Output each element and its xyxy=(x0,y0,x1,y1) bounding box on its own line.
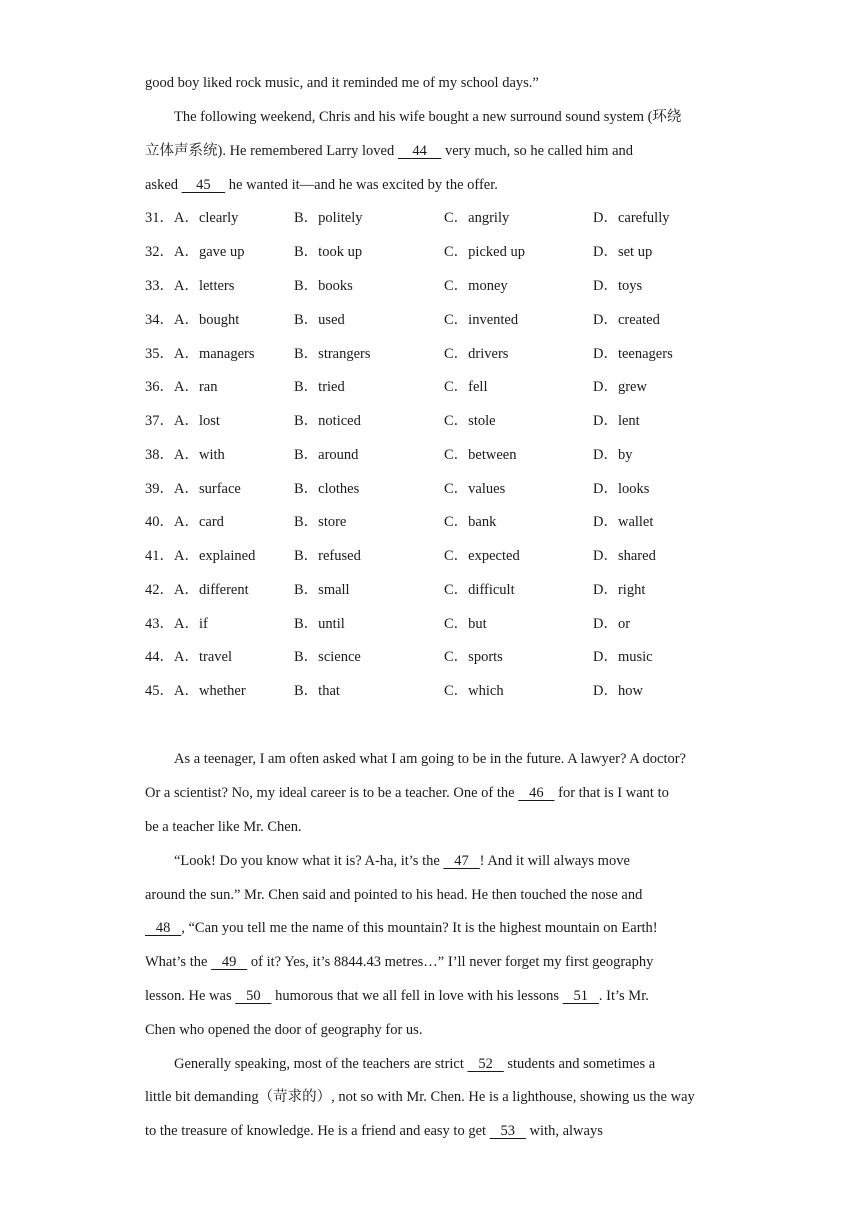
question-number: 40． xyxy=(145,514,174,530)
option-b: B．politely xyxy=(294,210,363,226)
option-d: D．wallet xyxy=(593,514,654,530)
text: he wanted it—and he was excited by the offer. xyxy=(225,177,498,193)
question-row xyxy=(145,445,745,465)
question-row xyxy=(145,512,745,532)
text: of it? Yes, it’s 8844.43 metres…” I’ll never forget my first geography xyxy=(247,954,654,970)
question-row xyxy=(145,411,745,431)
option-b: B．that xyxy=(294,683,340,699)
option-c: C．fell xyxy=(444,379,488,395)
question-row xyxy=(145,208,745,228)
text: humorous that we all fell in love with his lessons xyxy=(271,988,563,1004)
option-b: B．small xyxy=(294,582,350,598)
option-d: D．carefully xyxy=(593,210,670,226)
option-a: A．card xyxy=(174,514,224,530)
text: Or a scientist? No, my ideal career is to be a teacher. One of the xyxy=(145,785,519,801)
option-c: C．between xyxy=(444,447,517,463)
option-a: A．surface xyxy=(174,481,241,497)
passage-line xyxy=(145,175,498,195)
blank-50: 50 xyxy=(235,988,272,1004)
text: Generally speaking, most of the teachers are strict xyxy=(174,1056,468,1072)
blank-45: 45 xyxy=(181,177,226,193)
option-a: A．explained xyxy=(174,548,256,564)
option-c: C．angrily xyxy=(444,210,510,226)
question-row xyxy=(145,681,745,701)
option-d: D．shared xyxy=(593,548,656,564)
option-c: C．drivers xyxy=(444,346,509,362)
passage-line: little bit demanding（苛求的）, not so with Mr. Chen. He is a lighthouse, showing us the way xyxy=(145,1089,695,1105)
option-d: D．set up xyxy=(593,244,653,260)
question-number: 34． xyxy=(145,312,174,328)
question-row xyxy=(145,580,745,600)
option-d: D．music xyxy=(593,649,653,665)
question-row xyxy=(145,546,745,566)
question-number: 44． xyxy=(145,649,174,665)
passage-line xyxy=(174,851,630,871)
question-row xyxy=(145,479,745,499)
text: for that is I want to xyxy=(554,785,669,801)
text: asked xyxy=(145,177,182,193)
option-d: D．by xyxy=(593,447,633,463)
blank-51: 51 xyxy=(562,988,599,1004)
option-c: C．bank xyxy=(444,514,497,530)
question-row xyxy=(145,310,745,330)
option-d: D．right xyxy=(593,582,646,598)
blank-46: 46 xyxy=(518,785,555,801)
question-number: 35． xyxy=(145,346,174,362)
option-d: D．created xyxy=(593,312,660,328)
question-number: 31． xyxy=(145,210,174,226)
question-row xyxy=(145,242,745,262)
option-b: B．tried xyxy=(294,379,345,395)
passage-line: be a teacher like Mr. Chen. xyxy=(145,819,302,835)
option-c: C．but xyxy=(444,616,487,632)
passage-line xyxy=(145,986,649,1006)
option-b: B．strangers xyxy=(294,346,371,362)
option-a: A．gave up xyxy=(174,244,245,260)
option-c: C．difficult xyxy=(444,582,515,598)
option-a: A．lost xyxy=(174,413,220,429)
option-b: B．science xyxy=(294,649,361,665)
text: to the treasure of knowledge. He is a friend and easy to get xyxy=(145,1123,490,1139)
text: students and sometimes a xyxy=(503,1056,656,1072)
option-a: A．letters xyxy=(174,278,235,294)
option-d: D．looks xyxy=(593,481,650,497)
option-a: A．ran xyxy=(174,379,218,395)
option-d: D．lent xyxy=(593,413,640,429)
text: 立体声系统). He remembered Larry loved xyxy=(145,143,398,159)
option-d: D．or xyxy=(593,616,631,632)
option-b: B．refused xyxy=(294,548,361,564)
blank-47: 47 xyxy=(443,853,480,869)
option-c: C．money xyxy=(444,278,508,294)
option-d: D．toys xyxy=(593,278,643,294)
passage-line: As a teenager, I am often asked what I am going to be in the future. A lawyer? A doctor? xyxy=(174,751,686,767)
blank-44: 44 xyxy=(397,143,442,159)
option-b: B．around xyxy=(294,447,359,463)
option-c: C．values xyxy=(444,481,506,497)
passage-line: Chen who opened the door of geography for us. xyxy=(145,1022,423,1038)
option-a: A．clearly xyxy=(174,210,239,226)
question-number: 42． xyxy=(145,582,174,598)
passage-line xyxy=(145,141,633,161)
passage-line: The following weekend, Chris and his wife bought a new surround sound system (环绕 xyxy=(174,109,682,125)
option-c: C．stole xyxy=(444,413,496,429)
option-c: C．sports xyxy=(444,649,503,665)
option-c: C．expected xyxy=(444,548,520,564)
option-d: D．how xyxy=(593,683,643,699)
option-a: A．if xyxy=(174,616,208,632)
question-number: 43． xyxy=(145,616,174,632)
option-a: A．whether xyxy=(174,683,246,699)
passage-line xyxy=(145,783,669,803)
option-b: B．noticed xyxy=(294,413,361,429)
question-number: 33． xyxy=(145,278,174,294)
option-a: A．bought xyxy=(174,312,240,328)
passage-line xyxy=(145,918,658,938)
question-number: 39． xyxy=(145,481,174,497)
option-b: B．books xyxy=(294,278,353,294)
question-number: 32． xyxy=(145,244,174,260)
question-row xyxy=(145,377,745,397)
option-a: A．with xyxy=(174,447,225,463)
text: lesson. He was xyxy=(145,988,236,1004)
text: with, always xyxy=(525,1123,603,1139)
option-d: D．grew xyxy=(593,379,647,395)
text: What’s the xyxy=(145,954,212,970)
text: , “Can you tell me the name of this mountain? It is the highest mountain on Earth! xyxy=(181,920,658,936)
option-b: B．used xyxy=(294,312,345,328)
text: ! And it will always move xyxy=(479,853,630,869)
passage-line xyxy=(145,952,653,972)
text: . It’s Mr. xyxy=(598,988,649,1004)
question-number: 36． xyxy=(145,379,174,395)
option-b: B．store xyxy=(294,514,347,530)
question-number: 38． xyxy=(145,447,174,463)
question-number: 41． xyxy=(145,548,174,564)
question-row xyxy=(145,647,745,667)
option-a: A．travel xyxy=(174,649,232,665)
passage-line: around the sun.” Mr. Chen said and pointed to his head. He then touched the nose and xyxy=(145,887,643,903)
text: “Look! Do you know what it is? A-ha, it’s the xyxy=(174,853,444,869)
passage-line xyxy=(174,1054,655,1074)
option-b: B．until xyxy=(294,616,345,632)
option-c: C．picked up xyxy=(444,244,525,260)
passage-line xyxy=(145,1121,603,1141)
option-a: A．different xyxy=(174,582,249,598)
question-row xyxy=(145,344,745,364)
text: very much, so he called him and xyxy=(441,143,634,159)
option-c: C．invented xyxy=(444,312,519,328)
blank-49: 49 xyxy=(211,954,248,970)
option-d: D．teenagers xyxy=(593,346,673,362)
blank-52: 52 xyxy=(467,1056,504,1072)
option-a: A．managers xyxy=(174,346,255,362)
option-b: B．clothes xyxy=(294,481,360,497)
blank-48: 48 xyxy=(145,920,182,936)
passage-line: good boy liked rock music, and it reminded me of my school days.” xyxy=(145,75,539,91)
option-b: B．took up xyxy=(294,244,363,260)
question-number: 37． xyxy=(145,413,174,429)
blank-53: 53 xyxy=(489,1123,526,1139)
question-row xyxy=(145,276,745,296)
question-number: 45． xyxy=(145,683,174,699)
question-row xyxy=(145,614,745,634)
option-c: C．which xyxy=(444,683,504,699)
